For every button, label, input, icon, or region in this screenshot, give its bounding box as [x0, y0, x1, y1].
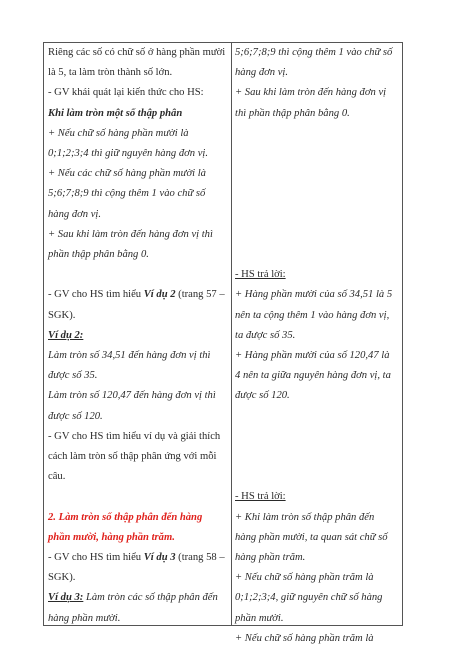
text-line: được số 35.: [48, 370, 98, 382]
text-line: + Nếu chữ số hàng phần mười là: [48, 127, 189, 139]
blank-line: [235, 144, 399, 164]
section-heading: phần mười, hàng phần trăm.: [48, 531, 175, 543]
text-run: (trang 58 –: [175, 552, 225, 564]
text-line: + Khi làm tròn số thập phân đến: [235, 511, 375, 523]
text-run: - GV cho HS tìm hiểu: [48, 289, 144, 301]
text-line: + Sau khi làm tròn đến hàng đơn vị thì: [48, 228, 213, 240]
text-line: được số 120.: [48, 410, 103, 422]
text-line: hàng phần trăm.: [235, 552, 306, 564]
text-line: hàng phần mười, ta quan sát chữ số: [235, 531, 388, 543]
blank-line: [235, 407, 399, 427]
blank-line: [235, 124, 399, 144]
text-line: Làm tròn số 34,51 đến hàng đơn vị thì: [48, 350, 211, 362]
text-line: phần thập phân bằng 0.: [48, 249, 149, 261]
column-divider: [231, 43, 232, 625]
text-line: Riêng các số có chữ số ở hàng phần mười: [48, 47, 226, 58]
teacher-activity-column: [48, 43, 227, 629]
text-line: + Nếu chữ số hàng phần trăm là: [235, 632, 374, 644]
text-line: ta được số 35.: [235, 329, 296, 341]
text-line: 5;6;7;8;9 thì cộng thêm 1 vào chữ số: [235, 47, 393, 58]
blank-line: [235, 447, 399, 467]
text-line: phần mười.: [235, 612, 284, 624]
blank-line: [235, 245, 399, 265]
rule-heading: Khi làm tròn một số thập phân: [48, 107, 183, 119]
answer-label: - HS trả lời:: [235, 269, 286, 281]
blank-line: [235, 225, 399, 245]
text-line: SGK).: [48, 572, 76, 584]
text-line: + Hàng phần mười của số 34,51 là 5: [235, 289, 393, 301]
blank-line: [235, 205, 399, 225]
text-line: + Nếu các chữ số hàng phần mười là: [48, 168, 206, 180]
text-line: [48, 285, 227, 305]
example-heading: Ví dụ 3:: [48, 592, 84, 604]
text-line: - GV cho HS tìm hiểu ví dụ và giải thích: [48, 430, 221, 442]
example-ref: Ví dụ 2: [143, 289, 176, 301]
text-line: 4 nên ta giữa nguyên hàng đơn vị, ta: [235, 370, 391, 382]
text-line: - GV khái quát lại kiến thức cho HS:: [48, 87, 204, 99]
text-line: + Hàng phần mười của số 120,47 là: [235, 350, 390, 362]
example-heading: Ví dụ 2:: [48, 329, 84, 341]
blank-line: [48, 487, 227, 507]
text-line: 5;6;7;8;9 thì cộng thêm 1 vào chữ số: [48, 188, 206, 200]
text-line: [48, 548, 227, 568]
text-line: + Nếu chữ số hàng phần trăm là: [235, 572, 374, 584]
text-line: + Sau khi làm tròn đến hàng đơn vị: [235, 87, 387, 99]
example-ref: Ví dụ 3: [143, 552, 176, 564]
text-run: (trang 57 –: [175, 289, 225, 301]
blank-line: [48, 265, 227, 285]
blank-line: [235, 164, 399, 184]
text-line: nên ta cộng thêm 1 vào hàng đơn vị,: [235, 309, 390, 321]
text-line: là 5, ta làm tròn thành số lớn.: [48, 67, 173, 79]
answer-label: - HS trả lời:: [235, 491, 286, 503]
text-line: hàng đơn vị.: [48, 208, 102, 220]
text-line: Làm tròn số 120,47 đến hàng đơn vị thì: [48, 390, 216, 402]
text-line: 0;1;2;3;4 thì giữ nguyên hàng đơn vị.: [48, 148, 209, 160]
text-line: câu.: [48, 471, 66, 483]
section-heading: 2. Làm tròn số thập phân đến hàng: [48, 511, 203, 523]
lesson-table: [43, 42, 403, 644]
blank-line: [235, 427, 399, 447]
text-line: được số 120.: [235, 390, 290, 402]
text-line: hàng đơn vị.: [235, 67, 289, 79]
student-activity-column: [235, 43, 399, 649]
text-line: 0;1;2;3;4, giữ nguyên chữ số hàng: [235, 592, 383, 604]
text-line: [48, 588, 227, 608]
blank-line: [235, 467, 399, 487]
text-line: hàng phần mười.: [48, 612, 121, 624]
text-run: Làm tròn các số thập phân đến: [83, 592, 218, 604]
blank-line: [235, 184, 399, 204]
text-line: cách làm tròn số thập phân ứng với mỗi: [48, 451, 217, 463]
text-line: thì phần thập phân bằng 0.: [235, 107, 350, 119]
text-run: - GV cho HS tìm hiểu: [48, 552, 144, 564]
text-line: SGK).: [48, 309, 76, 321]
